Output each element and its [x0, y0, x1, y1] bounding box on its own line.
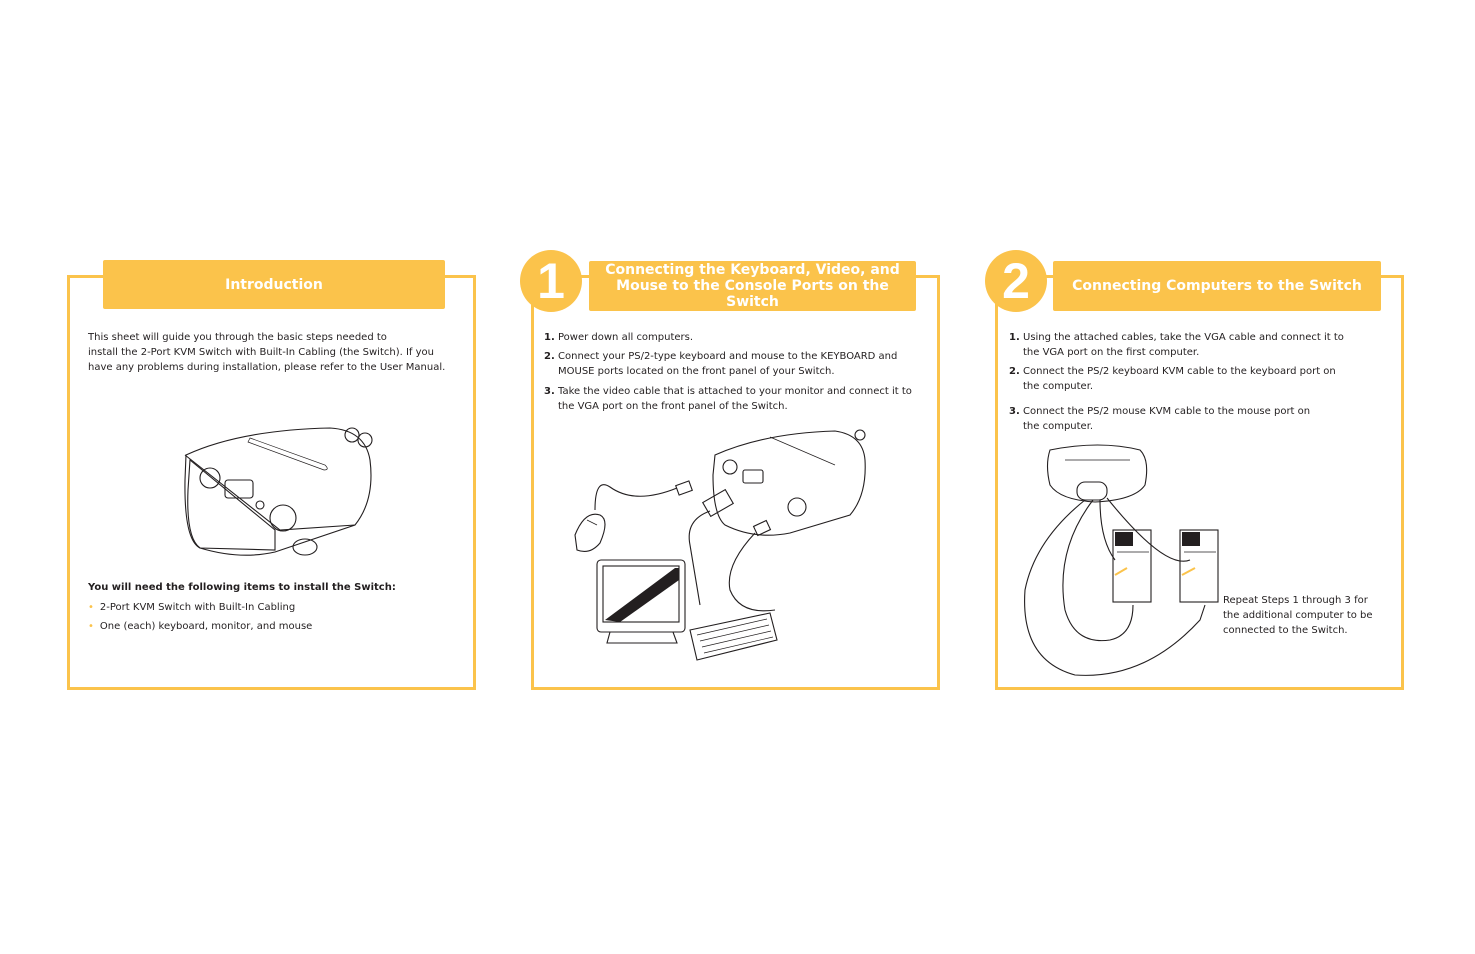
- list-item: • 2-Port KVM Switch with Built-In Cabling: [88, 602, 296, 613]
- section-2-step-3: 3. Connect the PS/2 mouse KVM cable to the mouse port on the computer.: [1009, 406, 1311, 432]
- kvm-switch-illustration: [180, 420, 380, 560]
- section-1-step-2: 2. Connect your PS/2-type keyboard and mouse to the KEYBOARD and MOUSE ports located on the front panel of your Switch.: [544, 351, 898, 377]
- list-item: • One (each) keyboard, monitor, and mouse: [88, 621, 313, 632]
- section-2-step-1: 1. Using the attached cables, take the VGA cable and connect it to the VGA port on the first computer.: [1009, 332, 1344, 358]
- intro-paragraph: This sheet will guide you through the basic steps needed to install the 2-Port KVM Switch with Built-In Cabling (the Switch). If you have any problems during installation, please refer to the User Manual.: [88, 332, 446, 373]
- section-1-step-1: 1. Power down all computers.: [544, 332, 694, 343]
- section-2-step-2: 2. Connect the PS/2 keyboard KVM cable to the keyboard port on the computer.: [1009, 366, 1336, 392]
- items-heading: You will need the following items to install the Switch:: [88, 582, 396, 593]
- step-number-1-badge: 1: [520, 250, 582, 312]
- repeat-note: Repeat Steps 1 through 3 for the additional computer to be connected to the Switch.: [1223, 595, 1373, 636]
- bullet-icon: •: [88, 602, 94, 613]
- computer-connection-illustration: [1015, 440, 1225, 680]
- console-connection-illustration: [565, 425, 905, 670]
- section-1-title: Connecting the Keyboard, Video, and Mouse to the Console Ports on the Switch: [589, 261, 916, 311]
- bullet-icon: •: [88, 621, 94, 632]
- section-1-step-3: 3. Take the video cable that is attached to your monitor and connect it to the VGA port on the front panel of the Switch.: [544, 386, 912, 412]
- introduction-title: Introduction: [103, 260, 445, 309]
- step-number-2-badge: 2: [985, 250, 1047, 312]
- section-2-title: Connecting Computers to the Switch: [1053, 261, 1381, 311]
